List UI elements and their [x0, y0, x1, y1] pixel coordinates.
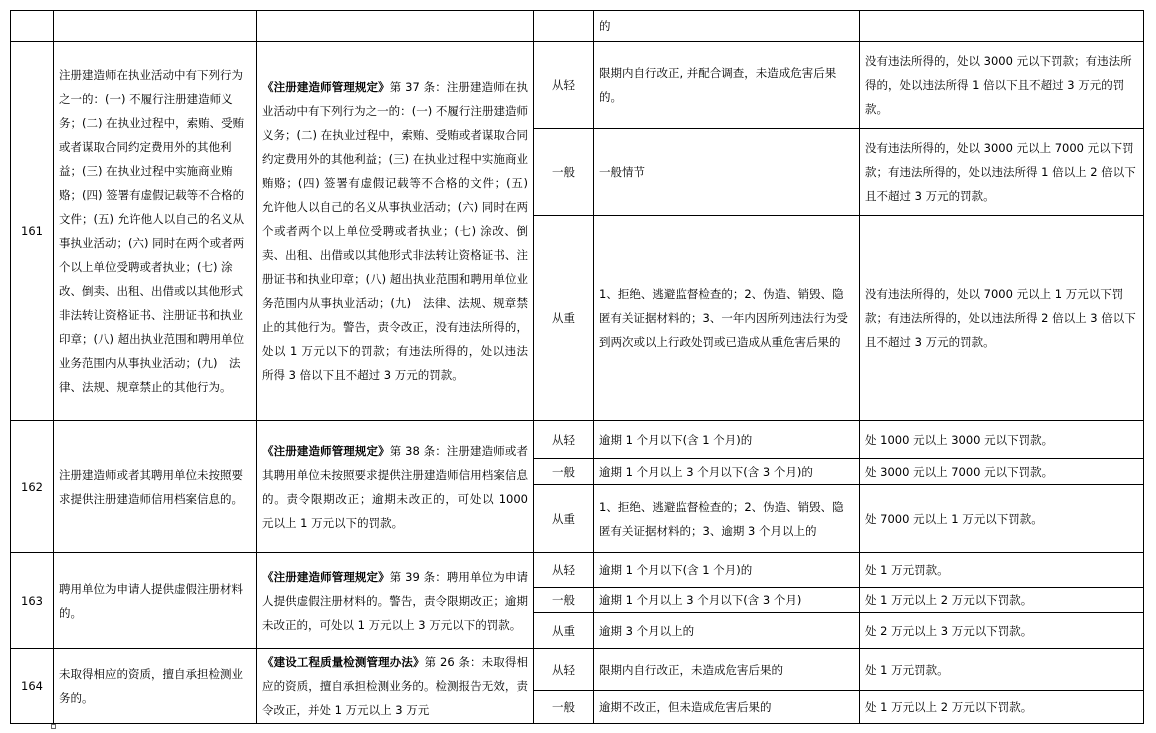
- condition-cell: 逾期不改正，但未造成危害后果的: [594, 691, 860, 724]
- row-number: 162: [11, 421, 54, 553]
- behavior-cell: 注册建造师在执业活动中有下列行为之一的：(一) 不履行注册建造师义务；(二) 在执业过程中，索贿、受贿或者谋取合同约定费用外的其他利益；(三) 在执业过程中实施商业贿赂；(四) 签署有虚假记载等不合格的文件；(五) 允许他人以自己的名义从事执业活动；(六) 同时在两个或者两个以上单位受聘或者执业；(七) 涂改、倒卖、出租、出借或以其他形式非法转让资格证书、注册证书和执业印章；(八) 超出执业范围和聘用单位业务范围内从事执业活动；(九) 法律、法规、规章禁止的其他行为。: [54, 42, 257, 421]
- condition-cell: 1、拒绝、逃避监督检查的；2、伪造、销毁、隐匿有关证据材料的；3、一年内因所列违法行为受到两次或以上行政处罚或已造成从重危害后果的: [594, 216, 860, 421]
- level-cell: 一般: [534, 129, 594, 216]
- condition-cell: 逾期 3 个月以上的: [594, 613, 860, 649]
- level-cell: 一般: [534, 459, 594, 485]
- penalty-cell: 处 1 万元以上 2 万元以下罚款。: [860, 691, 1144, 724]
- level-cell: 从重: [534, 216, 594, 421]
- cell-empty: [54, 11, 257, 42]
- condition-cell: 逾期 1 个月以上 3 个月以下(含 3 个月)的: [594, 459, 860, 485]
- condition-cell: 限期内自行改正, 并配合调查，未造成危害后果的。: [594, 42, 860, 129]
- regulation-title: 《建设工程质量检测管理办法》: [262, 655, 425, 669]
- level-cell: 一般: [534, 588, 594, 613]
- condition-cell: 逾期 1 个月以下(含 1 个月)的: [594, 553, 860, 588]
- penalty-cell: 处 3000 元以上 7000 元以下罚款。: [860, 459, 1144, 485]
- row-number: 163: [11, 553, 54, 649]
- behavior-cell: 注册建造师或者其聘用单位未按照要求提供注册建造师信用档案信息的。: [54, 421, 257, 553]
- regulation-title: 《注册建造师管理规定》: [262, 443, 390, 458]
- penalty-table: [10, 10, 1144, 724]
- condition-cell: 逾期 1 个月以下(含 1 个月)的: [594, 421, 860, 459]
- level-cell: 从轻: [534, 649, 594, 691]
- basis-text: 第 39 条：聘用单位为申请人提供虚假注册材料的。警告，责令限期改正；逾期未改正的，可处以 1 万元以上 3 万元以下的罚款。: [262, 569, 528, 632]
- penalty-cell: 处 2 万元以上 3 万元以下罚款。: [860, 613, 1144, 649]
- penalty-cell: 处 1 万元罚款。: [860, 553, 1144, 588]
- level-cell: 一般: [534, 691, 594, 724]
- row-number: 161: [11, 42, 54, 421]
- level-cell: 从轻: [534, 421, 594, 459]
- cell-empty: [860, 11, 1144, 42]
- basis-text: 第 26 条：未取得相应的资质，擅自承担检测业务的。检测报告无效，责令改正，并处 1 万元以上 3 万元: [262, 655, 528, 717]
- regulation-title: 《注册建造师管理规定》: [262, 569, 390, 584]
- table-row: [11, 42, 1144, 129]
- level-cell: 从轻: [534, 553, 594, 588]
- cell-empty: [534, 11, 594, 42]
- behavior-cell: 聘用单位为申请人提供虚假注册材料的。: [54, 553, 257, 649]
- cell-empty: [257, 11, 534, 42]
- table-row: [11, 11, 1144, 42]
- penalty-cell: 没有违法所得的，处以 3000 元以下罚款；有违法所得的，处以违法所得 1 倍以下且不超过 3 万元的罚款。: [860, 42, 1144, 129]
- penalty-cell: 处 1 万元罚款。: [860, 649, 1144, 691]
- behavior-cell: 未取得相应的资质，擅自承担检测业务的。: [54, 649, 257, 724]
- condition-cell: 逾期 1 个月以上 3 个月以下(含 3 个月): [594, 588, 860, 613]
- condition-cell: 限期内自行改正，未造成危害后果的: [594, 649, 860, 691]
- table-row: [11, 649, 1144, 691]
- level-cell: 从轻: [534, 42, 594, 129]
- basis-text: 第 37 条：注册建造师在执业活动中有下列行为之一的：(一) 不履行注册建造师义务；(二) 在执业过程中，索贿、受贿或者谋取合同约定费用外的其他利益；(三) 在执业过程中实施商业贿赂；(四) 签署有虚假记载等不合格的文件；(五) 允许他人以自己的名义从事执业活动；(六) 同时在两个或者两个以上单位受聘或者执业；(七) 涂改、倒卖、出租、出借或以其他形式非法转让资格证书、注册证书和执业印章；(八) 超出执业范围和聘用单位业务范围内从事执业活动；(九) 法律、法规、规章禁止的其他行为。警告，责令改正，没有违法所得的，处以 1 万元以下的罚款；有违法所得的，处以违法所得 3 倍以下且不超过 3 万元的罚款。: [262, 80, 528, 382]
- condition-cell: 的: [594, 11, 860, 42]
- level-cell: 从重: [534, 485, 594, 553]
- penalty-cell: 处 1000 元以上 3000 元以下罚款。: [860, 421, 1144, 459]
- penalty-cell: 没有违法所得的，处以 3000 元以上 7000 元以下罚款；有违法所得的，处以违法所得 1 倍以上 2 倍以下且不超过 3 万元的罚款。: [860, 129, 1144, 216]
- penalty-cell: 处 7000 元以上 1 万元以下罚款。: [860, 485, 1144, 553]
- basis-cell: [257, 553, 534, 649]
- paragraph-mark-icon: [51, 724, 56, 729]
- condition-cell: 一般情节: [594, 129, 860, 216]
- condition-cell: 1、拒绝、逃避监督检查的；2、伪造、销毁、隐匿有关证据材料的；3、逾期 3 个月以上的: [594, 485, 860, 553]
- basis-cell: [257, 421, 534, 553]
- basis-text: 第 38 条：注册建造师或者其聘用单位未按照要求提供注册建造师信用档案信息的。责令限期改正；逾期未改正的，可处以 1000 元以上 1 万元以下的罚款。: [262, 443, 528, 530]
- table-row: [11, 553, 1144, 588]
- table-row: [11, 421, 1144, 459]
- cell-empty: [11, 11, 54, 42]
- level-cell: 从重: [534, 613, 594, 649]
- regulation-title: 《注册建造师管理规定》: [262, 80, 390, 94]
- penalty-cell: 处 1 万元以上 2 万元以下罚款。: [860, 588, 1144, 613]
- basis-cell: [257, 42, 534, 421]
- row-number: 164: [11, 649, 54, 724]
- penalty-cell: 没有违法所得的，处以 7000 元以上 1 万元以下罚款；有违法所得的，处以违法所得 2 倍以上 3 倍以下且不超过 3 万元的罚款。: [860, 216, 1144, 421]
- basis-cell: [257, 649, 534, 724]
